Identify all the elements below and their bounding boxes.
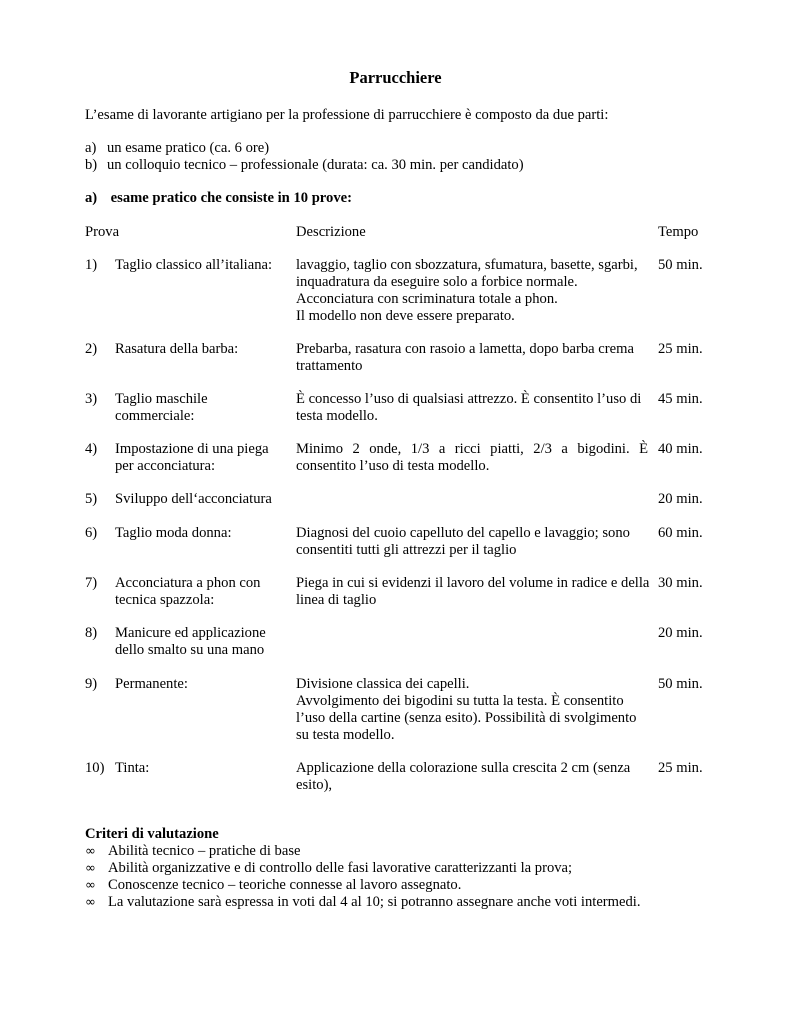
row-tempo: 20 min. (658, 491, 703, 507)
descrizione-line: Piega in cui si evidenzi il lavoro del volume in radice e della (296, 575, 650, 591)
prova-name-line: Impostazione di una piega (115, 441, 269, 457)
row-descrizione (296, 760, 648, 794)
row-prova-name (115, 575, 290, 609)
row-prova-name (115, 760, 290, 777)
prova-name-line: tecnica spazzola: (115, 592, 215, 608)
descrizione-line: trattamento (296, 358, 363, 374)
row-tempo: 25 min. (658, 341, 703, 357)
criteria-section (85, 826, 725, 911)
descrizione-line: Diagnosi del cuoio capelluto del capello e lavaggio; sono (296, 525, 630, 541)
row-descrizione (296, 391, 648, 425)
row-prova-name (115, 625, 290, 659)
criteria-item-text: Conoscenze tecnico – teoriche connesse al lavoro assegnato. (108, 877, 462, 893)
row-prova-name (115, 341, 290, 358)
prova-name-line: Acconciatura a phon con (115, 575, 261, 591)
descrizione-line: Prebarba, rasatura con rasoio a lametta, dopo barba crema (296, 341, 634, 357)
list-item-label: b) (85, 157, 98, 173)
prova-name-line: Taglio classico all’italiana: (115, 257, 273, 273)
prova-name-line: Sviluppo dell‘acconciatura (115, 491, 272, 507)
descrizione-line: Acconciatura con scriminatura totale a phon. (296, 291, 558, 307)
row-number: 3) (85, 391, 98, 407)
descrizione-line: su testa modello. (296, 727, 395, 743)
prova-name-line: per acconciatura: (115, 458, 216, 474)
column-header-descrizione: Descrizione (296, 224, 366, 240)
prova-name-line: dello smalto su una mano (115, 642, 265, 658)
row-tempo: 60 min. (658, 525, 703, 541)
row-descrizione (296, 575, 648, 609)
descrizione-line: Avvolgimento dei bigodini su tutta la testa. È consentito (296, 693, 624, 709)
row-number: 6) (85, 525, 98, 541)
descrizione-line: È concesso l’uso di qualsiasi attrezzo. È consentito l’uso di (296, 391, 642, 407)
row-number: 8) (85, 625, 98, 641)
page-title: Parrucchiere (349, 68, 442, 87)
row-number: 5) (85, 491, 98, 507)
criteria-item (85, 894, 725, 911)
row-descrizione (296, 676, 648, 744)
descrizione-line: lavaggio, taglio con sbozzatura, sfumatura, basette, sgarbi, (296, 257, 638, 273)
row-number: 1) (85, 257, 98, 273)
list-item-text: un esame pratico (ca. 6 ore) (107, 140, 270, 156)
row-descrizione (296, 341, 648, 375)
infinity-bullet-icon: ∞ (85, 878, 96, 893)
criteria-item-text: Abilità tecnico – pratiche di base (108, 843, 301, 859)
criteria-title: Criteri di valutazione (85, 826, 219, 842)
descrizione-line: Minimo 2 onde, 1/3 a ricci piatti, 2/3 a bigodini. È (296, 441, 648, 457)
section-text: esame pratico che consiste in 10 prove: (110, 190, 352, 206)
criteria-item-text: Abilità organizzative e di controllo delle fasi lavorative caratterizzanti la prova; (108, 860, 573, 876)
row-tempo: 30 min. (658, 575, 703, 591)
row-number: 9) (85, 676, 98, 692)
prova-name-line: Permanente: (115, 676, 188, 692)
descrizione-line: esito), (296, 777, 333, 793)
row-prova-name (115, 525, 290, 542)
prova-name-line: Taglio maschile (115, 391, 208, 407)
descrizione-line: Divisione classica dei capelli. (296, 676, 470, 692)
criteria-item (85, 860, 725, 877)
row-number: 2) (85, 341, 98, 357)
prova-name-line: Taglio moda donna: (115, 525, 232, 541)
descrizione-line: testa modello. (296, 408, 378, 424)
row-prova-name (115, 441, 290, 475)
row-tempo: 25 min. (658, 760, 703, 776)
list-item (85, 157, 725, 174)
row-number: 10) (85, 760, 105, 776)
intro-text: L’esame di lavorante artigiano per la professione di parrucchiere è composto da due parti: (85, 107, 609, 123)
criteria-item (85, 877, 725, 894)
descrizione-line: l’uso della cartine (senza esito). Possibilità di svolgimento (296, 710, 637, 726)
descrizione-line: Il modello non deve essere preparato. (296, 308, 515, 324)
list-item-text: un colloquio tecnico – professionale (durata: ca. 30 min. per candidato) (107, 157, 524, 173)
criteria-item (85, 843, 725, 860)
section-label: a) (85, 190, 98, 206)
row-number: 4) (85, 441, 98, 457)
row-tempo: 50 min. (658, 676, 703, 692)
prova-name-line: Tinta: (115, 760, 150, 776)
infinity-bullet-icon: ∞ (85, 861, 96, 876)
prova-name-line: Rasatura della barba: (115, 341, 239, 357)
row-prova-name (115, 676, 290, 693)
row-tempo: 45 min. (658, 391, 703, 407)
row-number: 7) (85, 575, 98, 591)
descrizione-line: consentito l’uso di testa modello. (296, 458, 490, 474)
row-descrizione (296, 525, 648, 559)
descrizione-line: Applicazione della colorazione sulla crescita 2 cm (senza (296, 760, 631, 776)
row-tempo: 20 min. (658, 625, 703, 641)
descrizione-line: consentiti tutti gli attrezzi per il taglio (296, 542, 517, 558)
column-header-tempo: Tempo (658, 224, 699, 240)
descrizione-line: inquadratura da eseguire solo a forbice normale. (296, 274, 578, 290)
infinity-bullet-icon: ∞ (85, 895, 96, 910)
row-descrizione (296, 441, 648, 475)
row-tempo: 40 min. (658, 441, 703, 457)
list-item-label: a) (85, 140, 97, 156)
infinity-bullet-icon: ∞ (85, 844, 96, 859)
section-heading (85, 190, 352, 207)
row-tempo: 50 min. (658, 257, 703, 273)
row-prova-name (115, 257, 290, 274)
prova-name-line: commerciale: (115, 408, 195, 424)
list-item (85, 140, 725, 157)
row-prova-name (115, 391, 290, 425)
exam-parts-list (85, 140, 725, 174)
row-prova-name (115, 491, 290, 508)
column-header-prova: Prova (85, 224, 120, 240)
descrizione-line: linea di taglio (296, 592, 377, 608)
prova-name-line: Manicure ed applicazione (115, 625, 266, 641)
row-descrizione (296, 257, 648, 325)
criteria-item-text: La valutazione sarà espressa in voti dal 4 al 10; si potranno assegnare anche voti intermedi. (108, 894, 641, 910)
